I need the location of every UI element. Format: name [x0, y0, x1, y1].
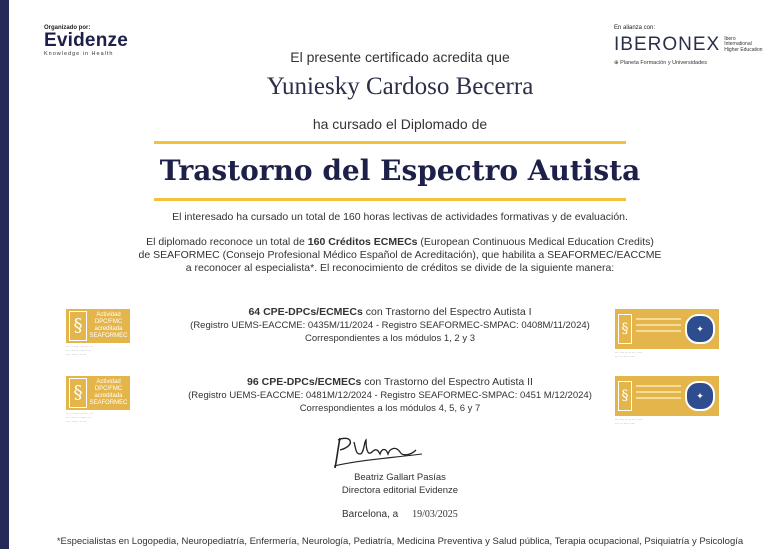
alliance-note: ⊕ Planeta Formación y Universidades: [614, 60, 707, 66]
course-title: Trastorno del Espectro Autista: [159, 154, 641, 187]
intro-text: El presente certificado acredita que: [290, 49, 510, 65]
credits-text: El diplomado reconoce un total de 160 Créditos ECMECs (European Continuous Medical Education Credits) de SEAFORMEC (Consejo Profesional Médico Español de Acreditación), que habilita a SEAFORMEC/EACCME a reconocer al especialista*. El reconocimiento de créditos se divide de la siguiente manera:: [138, 236, 662, 274]
organizer-label: Organizado por:: [44, 25, 91, 31]
seaformec-badge-left: § Actividad DPC/FMC acreditada SEAFORMEC ··· ·· ···· ···· ··· ··· ··· ···· ·· ······ ··· ···· ······ ·· ···: [66, 309, 130, 357]
badge-fine-print: ··· ·· ···· ···· ··· ··· ··· ···· ·· ······ ··· ···· ······ ·· ···: [66, 412, 94, 424]
place-city: Barcelona, a: [342, 509, 399, 520]
eaccme-seal-icon: ✦: [685, 381, 715, 411]
issue-date: 19/03/2025: [412, 509, 458, 520]
activity-2: 96 CPE-DPCs/ECMECs con Trastorno del Espectro Autista II (Registro UEMS-EACCME: 0481M/12/2024 - Registro SEAFORMEC-SMPAC: 0451 M/12/2024) Correspondientes a los módulos 4, 5, 6 y 7: [188, 376, 592, 414]
footnote: *Especialistas en Logopedia, Neuropediatría, Enfermería, Neurología, Pediatría, Medicina Preventiva y Salud pública, Terapia ocupacional, Psiquiatría y Psicología: [56, 536, 744, 547]
place-date: [342, 509, 458, 520]
evidenze-tagline: Knowledge in Health: [44, 51, 114, 57]
gold-divider-top: [154, 141, 626, 144]
badge-fine-print: ··· ···· ····· ··· ····· ···· ·· ····· ····: [615, 418, 643, 426]
caduceus-icon: §: [618, 381, 632, 411]
iberonex-subtitle: Ibero International Higher Education: [724, 35, 763, 53]
badge-fine-print: ··· ···· ····· ··· ····· ···· ·· ····· ····: [615, 351, 643, 359]
caduceus-icon: §: [618, 314, 632, 344]
alliance-label: En alianza con:: [614, 25, 656, 31]
recipient-name: Yuniesky Cardoso Becerra: [266, 73, 534, 100]
signer-name: Beatriz Gallart Pasías: [354, 472, 446, 483]
eaccme-badge-right: [615, 309, 719, 359]
evidenze-logo: Evidenze: [44, 30, 128, 51]
signature-image: [330, 434, 426, 472]
course-intro: ha cursado el Diplomado de: [312, 116, 488, 132]
signer-role: Directora editorial Evidenze: [341, 485, 459, 496]
left-accent-bar: [0, 0, 9, 549]
caduceus-icon: §: [69, 311, 87, 341]
badge-fine-print: ··· ·· ···· ···· ··· ··· ··· ···· ·· ······ ··· ···· ······ ·· ···: [66, 345, 94, 357]
eaccme-badge-right: [615, 376, 719, 426]
caduceus-icon: §: [69, 378, 87, 408]
hours-text: El interesado ha cursado un total de 160 horas lectivas de actividades formativas y de evaluación.: [172, 211, 628, 223]
eaccme-seal-icon: ✦: [685, 314, 715, 344]
iberonex-logo: IBERONEX: [614, 34, 721, 55]
activity-1: 64 CPE-DPCs/ECMECs con Trastorno del Espectro Autista I (Registro UEMS-EACCME: 0435M/11/2024 - Registro SEAFORMEC-SMPAC: 0408M/11/2024) Correspondientes a los módulos 1, 2 y 3: [190, 306, 590, 344]
gold-divider-bottom: [154, 198, 626, 201]
seaformec-badge-left: § Actividad DPC/FMC acreditada SEAFORMEC ··· ·· ···· ···· ··· ··· ··· ···· ·· ······ ··· ···· ······ ·· ···: [66, 376, 130, 424]
